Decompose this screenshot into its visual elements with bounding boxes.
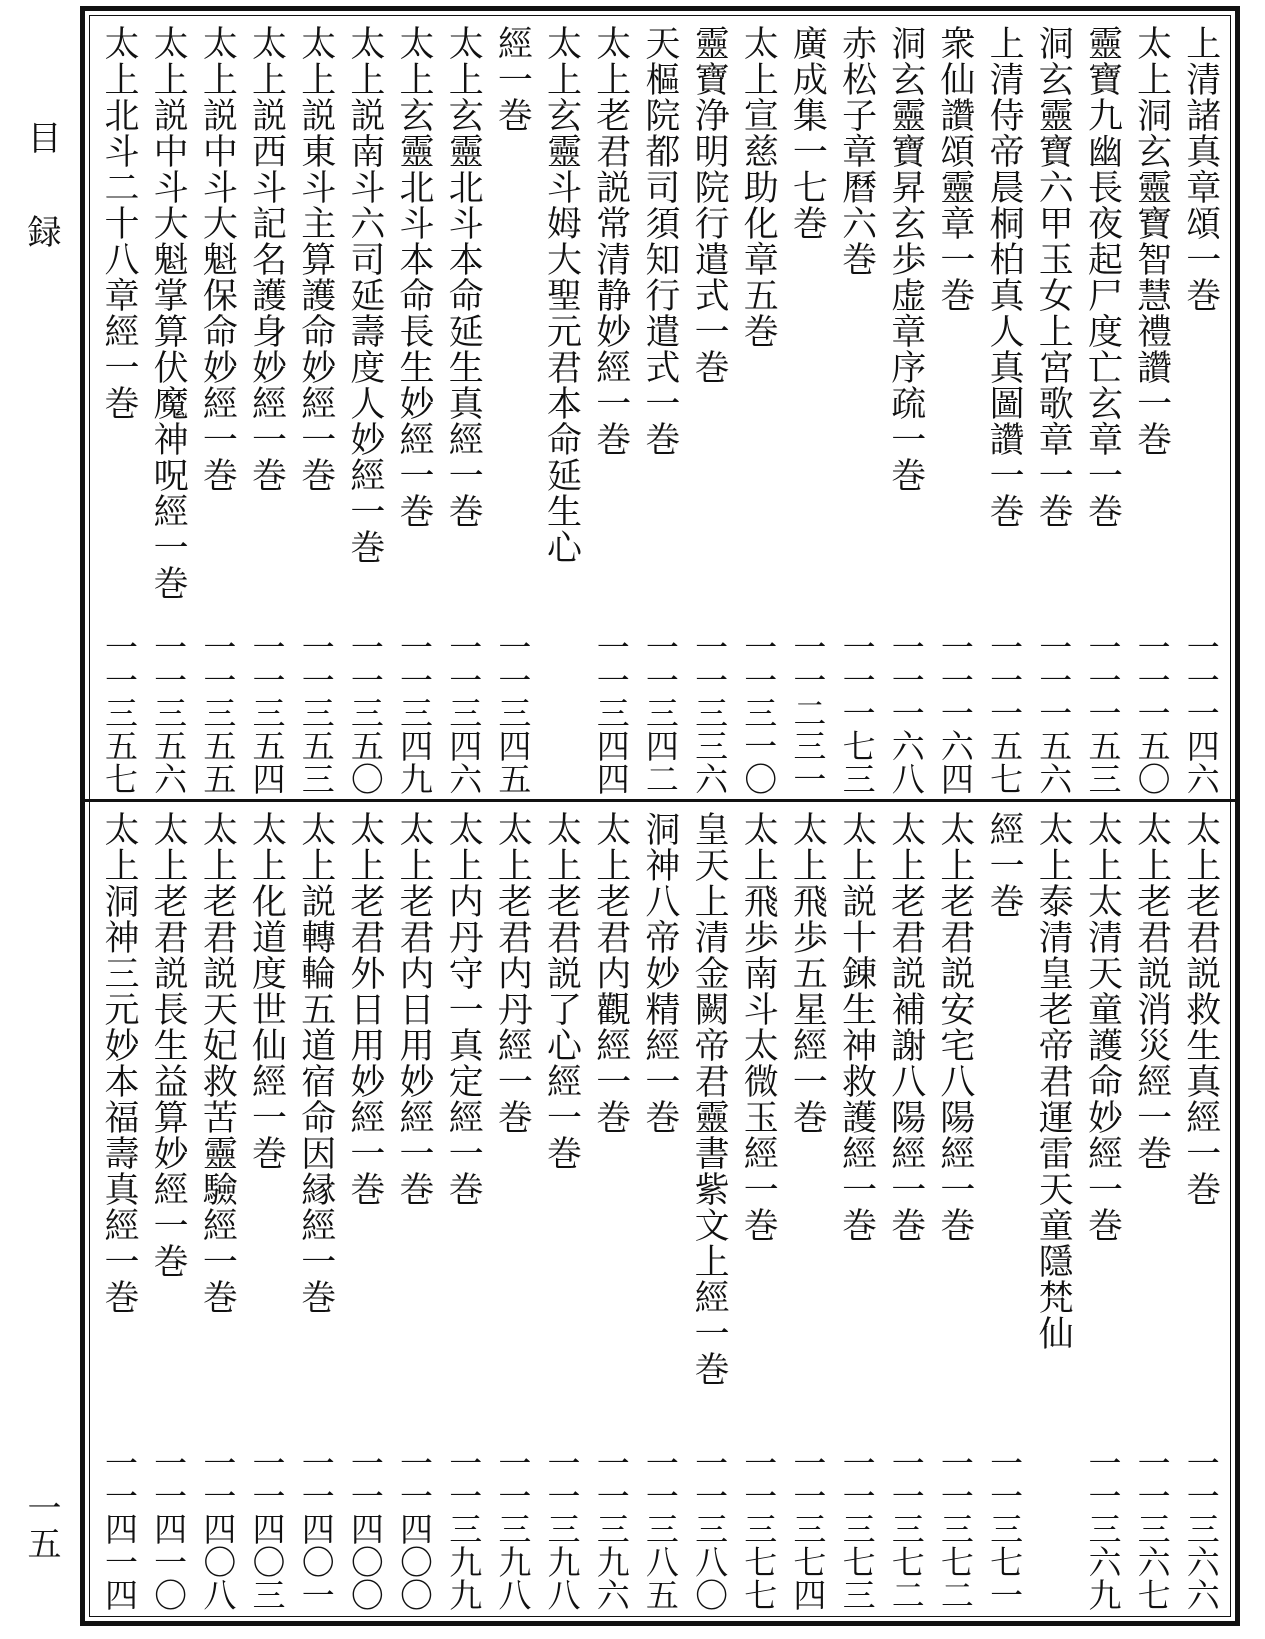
entry-title: 太上老君外日用妙經一巻 — [344, 811, 385, 1207]
entry-title: 太上洞玄靈寶智慧禮讚一巻 — [1131, 25, 1172, 457]
entry-page-number: 一一三五三 — [296, 630, 336, 795]
entry-title: 太上老君内丹經一巻 — [492, 811, 533, 1135]
entry-page-number: 一一三五六 — [149, 630, 189, 795]
entry-title: 衆仙讚頌靈章一巻 — [934, 25, 975, 313]
entry-title: 太上説中斗大魁掌算伏魔神呪經一巻 — [148, 25, 189, 601]
entry-title: 太上老君説天妃救苦靈驗經一巻 — [197, 811, 238, 1315]
entry-title: 太上説南斗六司延壽度人妙經一巻 — [344, 25, 385, 565]
catalog-entry — [785, 811, 829, 1611]
catalog-entry — [835, 811, 879, 1611]
entry-title: 太上説中斗大魁保命妙經一巻 — [197, 25, 238, 493]
entry-page-number: 一一三六六 — [1181, 1446, 1221, 1611]
entry-title: 太上太清天童護命妙經一巻 — [1082, 811, 1123, 1243]
entry-page-number: 一一一四六 — [1181, 630, 1221, 795]
catalog-entry — [1179, 811, 1223, 1611]
entry-page-number: 一一三八〇 — [690, 1446, 730, 1611]
catalog-entry — [294, 811, 338, 1611]
entry-title: 太上泰清皇老帝君運雷天童隱梵仙 — [1033, 811, 1074, 1351]
entry-page-number: 一一三五七 — [100, 630, 139, 795]
entry-page-number: 一一一六四 — [935, 630, 975, 795]
entry-page-number: 一一一七三 — [837, 630, 877, 795]
entry-page-number: 一一三九八 — [542, 1446, 582, 1611]
entry-title: 經一巻 — [492, 25, 533, 133]
entry-title: 太上老君説常清静妙經一巻 — [590, 25, 631, 457]
entry-page-number: 一一三一〇 — [739, 630, 779, 795]
catalog-entry — [785, 25, 829, 795]
catalog-entry — [294, 25, 338, 795]
entry-title: 太上洞神三元妙本福壽真經一巻 — [99, 811, 139, 1315]
entry-page-number: 一一四一四 — [100, 1446, 139, 1611]
catalog-entry — [982, 811, 1026, 1611]
entry-title: 洞神八帝妙精經一巻 — [639, 811, 680, 1135]
catalog-entry — [736, 811, 780, 1611]
catalog-entry — [392, 811, 436, 1611]
catalog-entry — [1080, 25, 1124, 795]
entry-page-number: 一一三四六 — [444, 630, 484, 795]
catalog-entry — [589, 811, 633, 1611]
entry-page-number: 一一四〇八 — [198, 1446, 238, 1611]
catalog-entry — [490, 811, 534, 1611]
catalog-entry — [1130, 811, 1174, 1611]
entry-page-number: 一一三四四 — [591, 630, 631, 795]
catalog-entry — [490, 25, 534, 795]
entry-title: 靈寶浄明院行遣式一巻 — [689, 25, 730, 385]
catalog-entry — [687, 25, 731, 795]
entry-title: 太上老君説補謝八陽經一巻 — [885, 811, 926, 1243]
entry-page-number: 一一四〇〇 — [395, 1446, 435, 1611]
entry-page-number: 一一三七七 — [739, 1446, 779, 1611]
entry-title: 皇天上清金闕帝君靈書紫文上經一巻 — [689, 811, 730, 1387]
entry-page-number: 一一三六七 — [1132, 1446, 1172, 1611]
entry-page-number: 一一三六九 — [1083, 1446, 1123, 1611]
entry-title: 洞玄靈寶六甲玉女上宮歌章一巻 — [1033, 25, 1074, 529]
entry-title: 太上化道度世仙經一巻 — [246, 811, 287, 1171]
entry-title: 赤松子章曆六巻 — [836, 25, 877, 277]
catalog-entry — [736, 25, 780, 795]
catalog-entry — [933, 811, 977, 1611]
entry-page-number: 一一一五〇 — [1132, 630, 1172, 795]
entry-page-number: 一一三五〇 — [345, 630, 385, 795]
page-number: 一五 — [21, 1490, 61, 1562]
entry-title: 太上老君説消災經一巻 — [1131, 811, 1172, 1171]
bottom-catalog-section — [97, 811, 1223, 1611]
catalog-entry — [589, 25, 633, 795]
entry-title: 太上老君説救生真經一巻 — [1180, 811, 1221, 1207]
catalog-entry — [195, 25, 239, 795]
catalog-entry — [933, 25, 977, 795]
entry-page-number: 一一四〇一 — [296, 1446, 336, 1611]
entry-page-number: 一一三七二 — [935, 1446, 975, 1611]
entry-title: 洞玄靈寶昇玄歩虚章序疏一巻 — [885, 25, 926, 493]
catalog-entry — [1080, 811, 1124, 1611]
catalog-entry — [1031, 811, 1075, 1611]
entry-page-number: 一一四〇三 — [247, 1446, 287, 1611]
catalog-entry — [343, 25, 387, 795]
entry-page-number: 一一三五五 — [198, 630, 238, 795]
entry-page-number: 一一三四九 — [395, 630, 435, 795]
entry-page-number: 一一三七二 — [886, 1446, 926, 1611]
entry-page-number: 一一三四二 — [640, 630, 680, 795]
entry-page-number: 一一四〇〇 — [345, 1446, 385, 1611]
entry-page-number: 一一三七四 — [788, 1446, 828, 1611]
entry-page-number: 一一三九六 — [591, 1446, 631, 1611]
entry-title: 太上説西斗記名護身妙經一巻 — [246, 25, 287, 493]
catalog-entry — [884, 25, 928, 795]
section-divider — [85, 799, 1235, 802]
entry-title: 太上宣慈助化章五巻 — [738, 25, 779, 349]
entry-page-number: 一一三七一 — [985, 1446, 1025, 1611]
entry-page-number: 一一三三六 — [690, 630, 730, 795]
catalog-entry — [441, 25, 485, 795]
entry-page-number: 一一一五三 — [1083, 630, 1123, 795]
entry-title: 太上飛歩五星經一巻 — [787, 811, 828, 1135]
catalog-entry — [1130, 25, 1174, 795]
catalog-entry — [392, 25, 436, 795]
entry-page-number: 一一三九九 — [444, 1446, 484, 1611]
catalog-entry — [638, 811, 682, 1611]
top-catalog-section — [97, 25, 1223, 795]
entry-title: 太上北斗二十八章經一巻 — [99, 25, 139, 421]
catalog-entry — [195, 811, 239, 1611]
entry-page-number: 一一四一〇 — [149, 1446, 189, 1611]
entry-title: 太上説轉輪五道宿命因縁經一巻 — [295, 811, 336, 1315]
entry-title: 太上玄靈斗姆大聖元君本命延生心 — [541, 25, 582, 565]
catalog-entry — [146, 811, 190, 1611]
entry-title: 上清諸真章頌一巻 — [1180, 25, 1221, 313]
catalog-entry — [97, 811, 141, 1611]
entry-page-number: 一一三五四 — [247, 630, 287, 795]
entry-page-number: 一一一五六 — [1034, 630, 1074, 795]
entry-page-number: 一一三九八 — [493, 1446, 533, 1611]
catalog-entry — [245, 25, 289, 795]
entry-page-number: 一一二三一 — [788, 630, 828, 795]
entry-title: 太上飛歩南斗太微玉經一巻 — [738, 811, 779, 1243]
entry-title: 太上玄靈北斗本命延生真經一巻 — [443, 25, 484, 529]
entry-title: 靈寶九幽長夜起尸度亡玄章一巻 — [1082, 25, 1123, 529]
catalog-entry — [97, 25, 141, 795]
entry-title: 經一巻 — [984, 811, 1025, 919]
entry-title: 太上説十錬生神救護經一巻 — [836, 811, 877, 1243]
catalog-entry — [982, 25, 1026, 795]
entry-title: 太上内丹守一真定經一巻 — [443, 811, 484, 1207]
catalog-entry — [146, 25, 190, 795]
catalog-entry — [687, 811, 731, 1611]
entry-page-number: 一一一五七 — [985, 630, 1025, 795]
catalog-entry — [884, 811, 928, 1611]
entry-title: 太上老君内日用妙經一巻 — [394, 811, 435, 1207]
entry-page-number: 一一三八五 — [640, 1446, 680, 1611]
entry-page-number: 一一三四五 — [493, 630, 533, 795]
catalog-entry — [638, 25, 682, 795]
entry-page-number: 一一三七三 — [837, 1446, 877, 1611]
entry-title: 上清侍帝晨桐柏真人真圖讚一巻 — [984, 25, 1025, 529]
catalog-entry — [245, 811, 289, 1611]
running-head: 目録 — [21, 120, 61, 308]
entry-title: 廣成集一七巻 — [787, 25, 828, 241]
entry-title: 太上老君内觀經一巻 — [590, 811, 631, 1135]
entry-title: 太上玄靈北斗本命長生妙經一巻 — [394, 25, 435, 529]
entry-title: 太上老君説安宅八陽經一巻 — [934, 811, 975, 1243]
entry-title: 太上老君説長生益算妙經一巻 — [148, 811, 189, 1279]
catalog-entry — [835, 25, 879, 795]
entry-title: 太上老君説了心經一巻 — [541, 811, 582, 1171]
catalog-entry — [540, 25, 584, 795]
catalog-entry — [1179, 25, 1223, 795]
catalog-entry — [540, 811, 584, 1611]
entry-page-number: 一一一六八 — [886, 630, 926, 795]
entry-title: 天樞院都司須知行遣式一巻 — [639, 25, 680, 457]
entry-title: 太上説東斗主算護命妙經一巻 — [295, 25, 336, 493]
catalog-entry — [1031, 25, 1075, 795]
catalog-entry — [343, 811, 387, 1611]
catalog-frame — [80, 6, 1240, 1626]
catalog-entry — [441, 811, 485, 1611]
